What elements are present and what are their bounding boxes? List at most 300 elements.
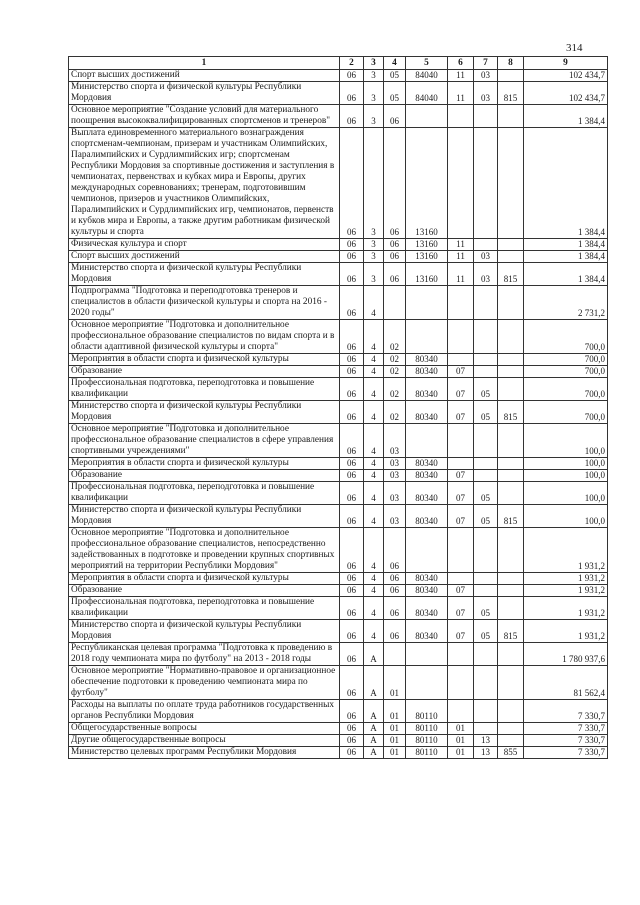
code-direction: 80340: [406, 505, 448, 528]
table-row: [69, 620, 608, 643]
table-row: [69, 573, 608, 585]
row-name: Министерство спорта и физической культуры Республики Мордовия: [69, 505, 340, 528]
code-min: 06: [340, 700, 364, 723]
code-grbs: 815: [498, 620, 524, 643]
code-section: [448, 458, 474, 470]
code-subsection: 05: [474, 505, 498, 528]
row-name: Спорт высших достижений: [69, 251, 340, 263]
code-min: 06: [340, 251, 364, 263]
code-min: 06: [340, 585, 364, 597]
code-section: 07: [448, 401, 474, 424]
amount: 700,0: [524, 401, 608, 424]
code-grbs: [498, 239, 524, 251]
amount: 100,0: [524, 424, 608, 458]
code-subprog: 01: [384, 747, 406, 759]
code-subprog: 06: [384, 239, 406, 251]
code-min: 06: [340, 320, 364, 354]
code-prog: 3: [364, 251, 384, 263]
code-min: 06: [340, 82, 364, 105]
code-grbs: [498, 470, 524, 482]
code-subprog: 06: [384, 263, 406, 286]
code-min: 06: [340, 747, 364, 759]
code-subprog: 06: [384, 597, 406, 620]
table-row: [69, 128, 608, 239]
code-direction: 80340: [406, 366, 448, 378]
row-name: Основное мероприятие "Подготовка и дополнительное профессиональное образование специалистов в сфере управления спортивными учреждениями": [69, 424, 340, 458]
code-min: 06: [340, 239, 364, 251]
code-subsection: [474, 366, 498, 378]
code-subsection: 03: [474, 70, 498, 82]
code-prog: 4: [364, 366, 384, 378]
amount: 100,0: [524, 482, 608, 505]
code-grbs: [498, 597, 524, 620]
code-subsection: 13: [474, 747, 498, 759]
table-row: [69, 470, 608, 482]
amount: 1 780 937,6: [524, 643, 608, 666]
amount: 7 330,7: [524, 747, 608, 759]
amount: 100,0: [524, 505, 608, 528]
table-row: [69, 251, 608, 263]
amount: 1 931,2: [524, 573, 608, 585]
code-grbs: [498, 424, 524, 458]
code-min: 06: [340, 528, 364, 573]
amount: 1 931,2: [524, 620, 608, 643]
page-number: 314: [566, 42, 583, 54]
table-row: [69, 239, 608, 251]
code-grbs: [498, 643, 524, 666]
table-row: [69, 747, 608, 759]
code-min: 06: [340, 735, 364, 747]
row-name: Выплата единовременного материального вознаграждения спортсменам-чемпионам, призерам и участникам Олимпийских, Паралимпийских и Сурдлимпийских игр; спортсменам Республики Мордовия за спортивные достижения и заступления в чемпионатах, первенствах и кубках мира и Европы, других международных соревнованиях; тренерам, подготовившим чемпионов, призеров и участников Олимпийских, Паралимпийских и Сурдлимпийских игр, чемпионатов, первенств и кубков мира и Европы, а также другим работникам физической культуры и спорта: [69, 128, 340, 239]
code-subprog: 02: [384, 401, 406, 424]
code-section: [448, 643, 474, 666]
row-name: Подпрограмма "Подготовка и переподготовка тренеров и специалистов в области физической культуры и спорта на 2016 - 2020 годы": [69, 286, 340, 320]
code-min: 06: [340, 366, 364, 378]
code-prog: 3: [364, 105, 384, 128]
code-subprog: 02: [384, 320, 406, 354]
code-direction: 13160: [406, 239, 448, 251]
code-prog: 4: [364, 597, 384, 620]
code-subprog: 01: [384, 735, 406, 747]
amount: 7 330,7: [524, 700, 608, 723]
code-min: 06: [340, 424, 364, 458]
row-name: Министерство спорта и физической культуры Республики Мордовия: [69, 263, 340, 286]
code-section: 07: [448, 366, 474, 378]
code-grbs: [498, 528, 524, 573]
code-prog: А: [364, 700, 384, 723]
row-name: Республиканская целевая программа "Подготовка к проведению в 2018 году чемпионата мира по футболу" на 2013 - 2018 годы: [69, 643, 340, 666]
amount: 1 384,4: [524, 239, 608, 251]
code-section: 11: [448, 263, 474, 286]
code-subsection: [474, 320, 498, 354]
row-name: Мероприятия в области спорта и физической культуры: [69, 573, 340, 585]
code-subprog: 02: [384, 354, 406, 366]
table-row: [69, 424, 608, 458]
code-subprog: 06: [384, 105, 406, 128]
column-header: 2: [340, 57, 364, 70]
header-row: [69, 57, 608, 70]
code-section: [448, 286, 474, 320]
code-subprog: 03: [384, 505, 406, 528]
code-subsection: [474, 105, 498, 128]
code-direction: 13160: [406, 251, 448, 263]
code-min: 06: [340, 470, 364, 482]
code-subprog: 02: [384, 378, 406, 401]
code-direction: 80340: [406, 354, 448, 366]
code-subsection: 05: [474, 378, 498, 401]
row-name: Профессиональная подготовка, переподготовка и повышение квалификации: [69, 597, 340, 620]
column-header: 7: [474, 57, 498, 70]
code-subprog: 01: [384, 723, 406, 735]
code-prog: 4: [364, 320, 384, 354]
code-grbs: [498, 286, 524, 320]
amount: 102 434,7: [524, 82, 608, 105]
code-min: 06: [340, 401, 364, 424]
code-subprog: 03: [384, 458, 406, 470]
code-grbs: [498, 354, 524, 366]
code-prog: 4: [364, 620, 384, 643]
code-prog: А: [364, 723, 384, 735]
code-direction: 80340: [406, 378, 448, 401]
code-subsection: 05: [474, 597, 498, 620]
code-section: [448, 320, 474, 354]
code-prog: А: [364, 735, 384, 747]
code-grbs: [498, 378, 524, 401]
amount: 7 330,7: [524, 723, 608, 735]
column-header: 1: [69, 57, 340, 70]
code-subprog: 03: [384, 482, 406, 505]
table-row: [69, 723, 608, 735]
amount: 1 931,2: [524, 597, 608, 620]
code-prog: 4: [364, 378, 384, 401]
code-subsection: [474, 643, 498, 666]
row-name: Расходы на выплаты по оплате труда работников государственных органов Республики Мордовия: [69, 700, 340, 723]
code-subprog: 05: [384, 70, 406, 82]
code-min: 06: [340, 105, 364, 128]
code-section: 07: [448, 597, 474, 620]
code-min: 06: [340, 620, 364, 643]
code-min: 06: [340, 286, 364, 320]
code-subprog: 01: [384, 666, 406, 700]
code-subsection: 03: [474, 251, 498, 263]
table-row: [69, 597, 608, 620]
code-subprog: 03: [384, 470, 406, 482]
code-subprog: 02: [384, 366, 406, 378]
table-row: [69, 286, 608, 320]
code-section: 07: [448, 505, 474, 528]
code-direction: [406, 643, 448, 666]
row-name: Образование: [69, 366, 340, 378]
code-min: 06: [340, 597, 364, 620]
code-min: 06: [340, 128, 364, 239]
code-direction: 80340: [406, 470, 448, 482]
code-subprog: 06: [384, 573, 406, 585]
column-header: 5: [406, 57, 448, 70]
row-name: Основное мероприятие "Подготовка и дополнительное профессиональное образование специалистов, непосредственно задействованных в подготовке и проведении крупных спортивных мероприятий на территории Республики Мордовия": [69, 528, 340, 573]
code-subsection: 13: [474, 735, 498, 747]
code-direction: [406, 666, 448, 700]
code-section: 01: [448, 723, 474, 735]
code-subsection: [474, 424, 498, 458]
code-direction: 80340: [406, 482, 448, 505]
code-grbs: [498, 723, 524, 735]
column-header: 8: [498, 57, 524, 70]
code-subprog: [384, 286, 406, 320]
table-row: [69, 528, 608, 573]
amount: 1 384,4: [524, 128, 608, 239]
amount: 1 384,4: [524, 105, 608, 128]
amount: 700,0: [524, 320, 608, 354]
code-prog: 4: [364, 354, 384, 366]
column-header: 4: [384, 57, 406, 70]
column-header: 6: [448, 57, 474, 70]
code-grbs: [498, 366, 524, 378]
table-row: [69, 666, 608, 700]
row-name: Профессиональная подготовка, переподготовка и повышение квалификации: [69, 378, 340, 401]
code-section: [448, 573, 474, 585]
code-subsection: [474, 239, 498, 251]
amount: 1 384,4: [524, 263, 608, 286]
code-prog: А: [364, 643, 384, 666]
code-subprog: 06: [384, 528, 406, 573]
code-prog: 4: [364, 573, 384, 585]
code-grbs: [498, 105, 524, 128]
code-min: 06: [340, 643, 364, 666]
table-row: [69, 458, 608, 470]
code-min: 06: [340, 573, 364, 585]
row-name: Министерство спорта и физической культуры Республики Мордовия: [69, 620, 340, 643]
code-section: 07: [448, 470, 474, 482]
code-min: 06: [340, 70, 364, 82]
row-name: Министерство целевых программ Республики Мордовия: [69, 747, 340, 759]
code-section: 01: [448, 735, 474, 747]
code-direction: 80110: [406, 700, 448, 723]
code-section: [448, 424, 474, 458]
amount: 100,0: [524, 470, 608, 482]
row-name: Министерство спорта и физической культуры Республики Мордовия: [69, 401, 340, 424]
table-row: [69, 105, 608, 128]
code-grbs: [498, 70, 524, 82]
row-name: Профессиональная подготовка, переподготовка и повышение квалификации: [69, 482, 340, 505]
code-section: [448, 528, 474, 573]
code-section: 11: [448, 82, 474, 105]
code-subsection: 03: [474, 263, 498, 286]
code-subsection: [474, 128, 498, 239]
code-subprog: 06: [384, 128, 406, 239]
table-row: [69, 366, 608, 378]
table-row: [69, 735, 608, 747]
table-row: [69, 585, 608, 597]
amount: 700,0: [524, 366, 608, 378]
code-subsection: [474, 585, 498, 597]
code-prog: 4: [364, 585, 384, 597]
code-subsection: [474, 528, 498, 573]
code-grbs: [498, 128, 524, 239]
code-prog: 4: [364, 482, 384, 505]
code-grbs: 815: [498, 505, 524, 528]
table-row: [69, 70, 608, 82]
code-direction: [406, 424, 448, 458]
code-direction: [406, 286, 448, 320]
code-subsection: [474, 458, 498, 470]
code-subsection: [474, 470, 498, 482]
row-name: Образование: [69, 585, 340, 597]
amount: 1 384,4: [524, 251, 608, 263]
code-prog: 3: [364, 70, 384, 82]
amount: 1 931,2: [524, 585, 608, 597]
code-direction: 80340: [406, 585, 448, 597]
row-name: Другие общегосударственные вопросы: [69, 735, 340, 747]
code-grbs: [498, 482, 524, 505]
code-min: 06: [340, 723, 364, 735]
amount: 700,0: [524, 378, 608, 401]
code-section: [448, 354, 474, 366]
column-header: 3: [364, 57, 384, 70]
code-prog: 3: [364, 82, 384, 105]
table-row: [69, 401, 608, 424]
amount: 81 562,4: [524, 666, 608, 700]
code-subsection: 05: [474, 620, 498, 643]
code-direction: [406, 320, 448, 354]
code-grbs: [498, 700, 524, 723]
code-prog: 4: [364, 505, 384, 528]
code-subprog: 01: [384, 700, 406, 723]
amount: 2 731,2: [524, 286, 608, 320]
code-subsection: 03: [474, 82, 498, 105]
code-subsection: [474, 286, 498, 320]
row-name: Мероприятия в области спорта и физической культуры: [69, 354, 340, 366]
row-name: Образование: [69, 470, 340, 482]
amount: 102 434,7: [524, 70, 608, 82]
code-min: 06: [340, 505, 364, 528]
table-row: [69, 263, 608, 286]
code-direction: 84040: [406, 82, 448, 105]
code-section: 01: [448, 747, 474, 759]
row-name: Основное мероприятие "Подготовка и дополнительное профессиональное образование специалистов по видам спорта и в области адаптивной физической культуры и спорта": [69, 320, 340, 354]
code-grbs: 815: [498, 401, 524, 424]
table-row: [69, 320, 608, 354]
code-direction: 80340: [406, 620, 448, 643]
amount: 1 931,2: [524, 528, 608, 573]
amount: 700,0: [524, 354, 608, 366]
code-section: 07: [448, 482, 474, 505]
code-min: 06: [340, 666, 364, 700]
code-subsection: [474, 723, 498, 735]
code-prog: А: [364, 666, 384, 700]
code-grbs: [498, 735, 524, 747]
code-prog: А: [364, 747, 384, 759]
code-section: [448, 666, 474, 700]
code-grbs: [498, 458, 524, 470]
code-direction: 80340: [406, 401, 448, 424]
amount: 100,0: [524, 458, 608, 470]
table-row: [69, 505, 608, 528]
code-section: [448, 105, 474, 128]
row-name: Спорт высших достижений: [69, 70, 340, 82]
table-row: [69, 700, 608, 723]
code-subprog: 06: [384, 585, 406, 597]
code-grbs: [498, 666, 524, 700]
code-subsection: [474, 354, 498, 366]
code-subsection: [474, 700, 498, 723]
code-subsection: [474, 573, 498, 585]
code-subprog: 05: [384, 82, 406, 105]
code-min: 06: [340, 263, 364, 286]
table-row: [69, 643, 608, 666]
code-grbs: [498, 251, 524, 263]
row-name: Физическая культура и спорт: [69, 239, 340, 251]
code-subprog: 06: [384, 620, 406, 643]
code-grbs: [498, 573, 524, 585]
code-prog: 4: [364, 470, 384, 482]
code-grbs: [498, 320, 524, 354]
code-direction: 80110: [406, 735, 448, 747]
code-section: [448, 128, 474, 239]
code-prog: 3: [364, 128, 384, 239]
code-direction: 80340: [406, 458, 448, 470]
amount: 7 330,7: [524, 735, 608, 747]
code-section: 11: [448, 239, 474, 251]
code-direction: 80110: [406, 723, 448, 735]
code-direction: 80110: [406, 747, 448, 759]
code-subprog: 03: [384, 424, 406, 458]
code-direction: 80340: [406, 573, 448, 585]
code-min: 06: [340, 378, 364, 401]
code-prog: 4: [364, 424, 384, 458]
code-prog: 3: [364, 239, 384, 251]
code-section: 07: [448, 620, 474, 643]
code-min: 06: [340, 354, 364, 366]
code-subsection: [474, 666, 498, 700]
code-prog: 4: [364, 458, 384, 470]
code-direction: 13160: [406, 263, 448, 286]
code-section: 07: [448, 585, 474, 597]
table-row: [69, 354, 608, 366]
code-subprog: 06: [384, 251, 406, 263]
code-subsection: 05: [474, 482, 498, 505]
code-prog: 3: [364, 263, 384, 286]
code-direction: 84040: [406, 70, 448, 82]
code-grbs: 815: [498, 263, 524, 286]
code-subprog: [384, 643, 406, 666]
table-row: [69, 482, 608, 505]
code-section: [448, 700, 474, 723]
code-prog: 4: [364, 286, 384, 320]
code-prog: 4: [364, 528, 384, 573]
row-name: Общегосударственные вопросы: [69, 723, 340, 735]
table-row: [69, 82, 608, 105]
code-min: 06: [340, 482, 364, 505]
code-direction: 80340: [406, 597, 448, 620]
column-header: 9: [524, 57, 608, 70]
budget-table: [68, 56, 608, 759]
code-min: 06: [340, 458, 364, 470]
code-section: 11: [448, 251, 474, 263]
code-grbs: 815: [498, 82, 524, 105]
code-grbs: [498, 585, 524, 597]
code-section: 11: [448, 70, 474, 82]
code-prog: 4: [364, 401, 384, 424]
row-name: Министерство спорта и физической культуры Республики Мордовия: [69, 82, 340, 105]
code-section: 07: [448, 378, 474, 401]
table-row: [69, 378, 608, 401]
row-name: Мероприятия в области спорта и физической культуры: [69, 458, 340, 470]
code-direction: 13160: [406, 128, 448, 239]
row-name: Основное мероприятие "Нормативно-правовое и организационное обеспечение подготовки к проведению чемпионата мира по футболу": [69, 666, 340, 700]
code-direction: [406, 105, 448, 128]
code-direction: [406, 528, 448, 573]
code-subsection: 05: [474, 401, 498, 424]
